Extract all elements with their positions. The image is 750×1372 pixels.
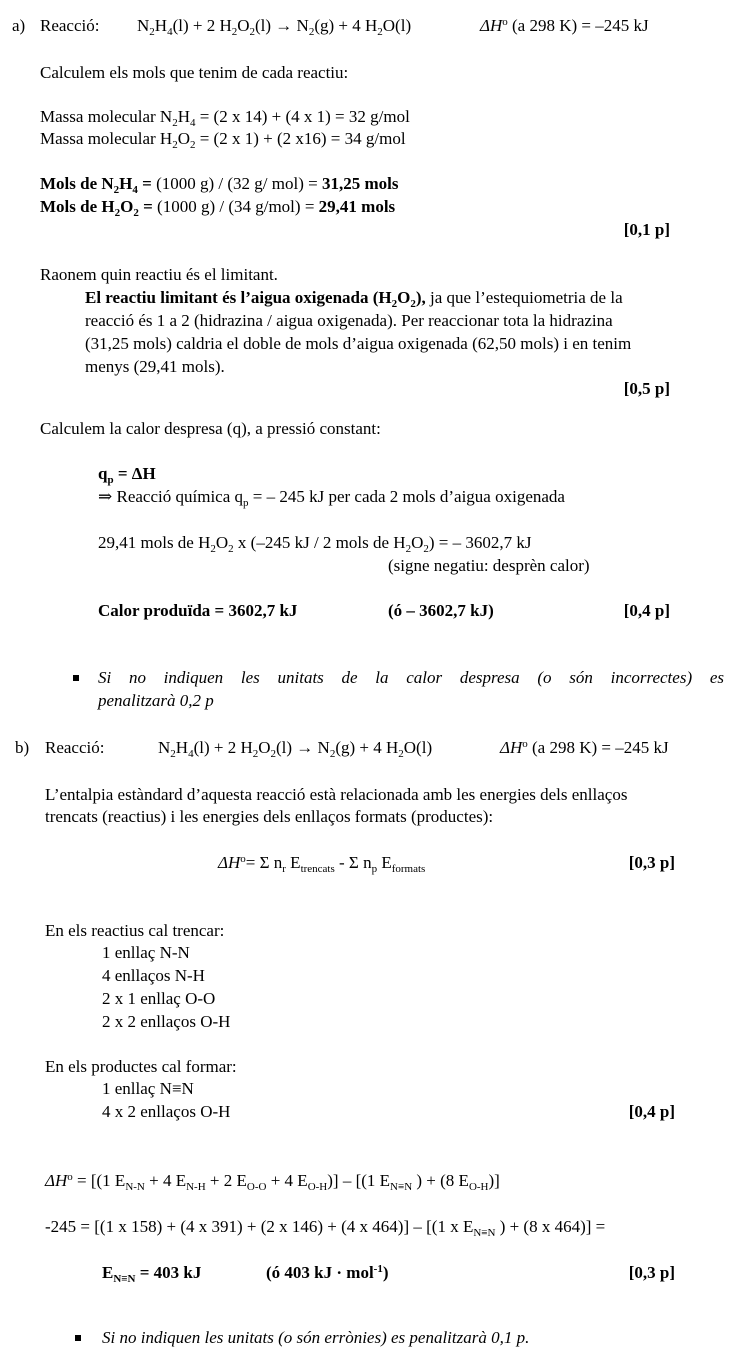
limiting-line-4: menys (29,41 mols). — [85, 357, 225, 376]
bond-energy-substitution: -245 = [(1 x 158) + (4 x 391) + (2 x 146) + (4 x 464)] – [(1 x $E_{N\equiv N}$ ) + (8 x 464)] = — [45, 1217, 606, 1239]
score-a3: [0,4 p] — [623, 601, 670, 620]
limiting-line-3: (31,25 mols) caldria el doble de mols d’aigua oxigenada (62,50 mols) i en tenim — [85, 334, 632, 353]
part-a-moles-intro: Calculem els mols que tenim de cada reactiu: — [40, 63, 349, 82]
moles-peroxide: Mols de $H_2O_2 = (1000$ g) / (34 g/mol) = 29,41 mols — [40, 197, 396, 219]
bond-energy-result: $E_{N\equiv N} = 403$ kJ — [102, 1263, 202, 1285]
heat-result: Calor produïda = 3602,7 kJ — [98, 601, 298, 620]
reactant-bond: 2 x 1 enllaç O-O — [102, 989, 216, 1008]
part-a-enthalpy: $\Delta H^o$ (a 298 K) = –245 kJ — [480, 16, 649, 35]
reactants-intro: En els reactius cal trencar: — [45, 921, 225, 940]
score-b1: [0,3 p] — [628, 853, 675, 872]
heat-calculation: 29,41 mols de $H_2O_2$ x (–245 kJ / 2 mols de $H_2O_2$) = – 3602,7 kJ — [98, 533, 532, 555]
part-b-reaction-equation: $N_2H_4(l) + 2$ $H_2O_2(l) \to N_2(g) + 4$ $H_2O(l)$ — [158, 738, 433, 760]
enthalpy-explanation-1: L’entalpia estàndard d’aquesta reacció està relacionada amb les energies dels enllaços — [45, 785, 628, 804]
part-b-reaction-word: Reacció: — [45, 738, 105, 757]
units-note-b: Si no indiquen les unitats (o són errònies) es penalitzarà 0,1 p. — [102, 1328, 530, 1347]
part-a-reaction-word: Reacció: — [40, 16, 100, 35]
heat-result-alt: (ó – 3602,7 kJ) — [388, 601, 494, 620]
molar-mass-hydrazine: Massa molecular $N_2H_4 = (2$ x 14) + (4 x 1) = 32 g/mol — [40, 107, 410, 129]
qp-equals-dh: $q_p = \Delta H$ — [98, 464, 156, 486]
part-a-label: a) — [12, 16, 26, 35]
product-bond: 4 x 2 enllaços O-H — [102, 1102, 231, 1121]
bullet-icon — [73, 675, 79, 681]
limiting-intro: Raonem quin reactiu és el limitant. — [40, 265, 278, 284]
limiting-line-2: reacció és 1 a 2 (hidrazina / aigua oxigenada). Per reaccionar tota la hidrazina — [85, 311, 613, 330]
moles-hydrazine: Mols de $N_2H_4 = (1000$ g) / (32 g/ mol) = 31,25 mols — [40, 174, 399, 196]
part-a-reaction-equation: $N_2H_4(l) + 2$ $H_2O_2(l) \to N_2(g) + 4$ $H_2O(l)$ — [137, 16, 412, 38]
part-b-enthalpy: $\Delta H^o$ (a 298 K) = –245 kJ — [500, 738, 669, 757]
heat-per-reaction: ⇒ Reacció química $q_p$ = – 245 kJ per cada 2 mols d’aigua oxigenada — [98, 487, 565, 509]
enthalpy-explanation-2: trencats (reactius) i les energies dels enllaços formats (productes): — [45, 807, 494, 826]
product-bond: 1 enllaç N≡N — [102, 1079, 194, 1098]
products-intro: En els productes cal formar: — [45, 1057, 237, 1076]
score-a2: [0,5 p] — [623, 379, 670, 398]
reactant-bond: 2 x 2 enllaços O-H — [102, 1012, 231, 1031]
part-b-label: b) — [15, 738, 30, 757]
score-b2: [0,4 p] — [628, 1102, 675, 1121]
heat-intro: Calculem la calor despresa (q), a pressió constant: — [40, 419, 381, 438]
enthalpy-formula: $\Delta H^o= \Sigma$ $n_r$ $E_{trencats}$ - Σ $n_p$ $E_{formats}$ — [218, 853, 426, 875]
molar-mass-peroxide: Massa molecular $H_2O_2 = (2$ x 1) + (2 x16) = 34 g/mol — [40, 129, 406, 151]
units-note-a-line-1: Si no indiquen les unitats de la calor despresa (o són incorrectes) es — [98, 668, 724, 687]
score-a1: [0,1 p] — [623, 220, 670, 239]
score-b3: [0,3 p] — [628, 1263, 675, 1282]
sign-note: (signe negatiu: desprèn calor) — [388, 556, 590, 575]
reactant-bond: 4 enllaços N-H — [102, 966, 205, 985]
implies-arrow-icon: ⇒ — [98, 487, 113, 506]
bullet-icon — [75, 1335, 81, 1341]
units-note-a-line-2: penalitzarà 0,2 p — [98, 691, 214, 710]
bond-energy-equation: $\Delta H^o = [(1$ $E_{N-N} + 4$ $E_{N-H} + 2$ $E_{O-O} + 4$ $E_{O-H})] - [(1$ $E_{N\equiv N}$ ) + (8 $E_{O-H}$)] — [45, 1171, 500, 1193]
reactant-bond: 1 enllaç N-N — [102, 943, 190, 962]
bond-energy-result-alt: (ó 403 kJ · mol$^{-1}$) — [266, 1263, 389, 1282]
limiting-line-1: El reactiu limitant és l’aigua oxigenada $(H_2O_2)$, ja que l’estequiometria de la — [85, 288, 623, 310]
